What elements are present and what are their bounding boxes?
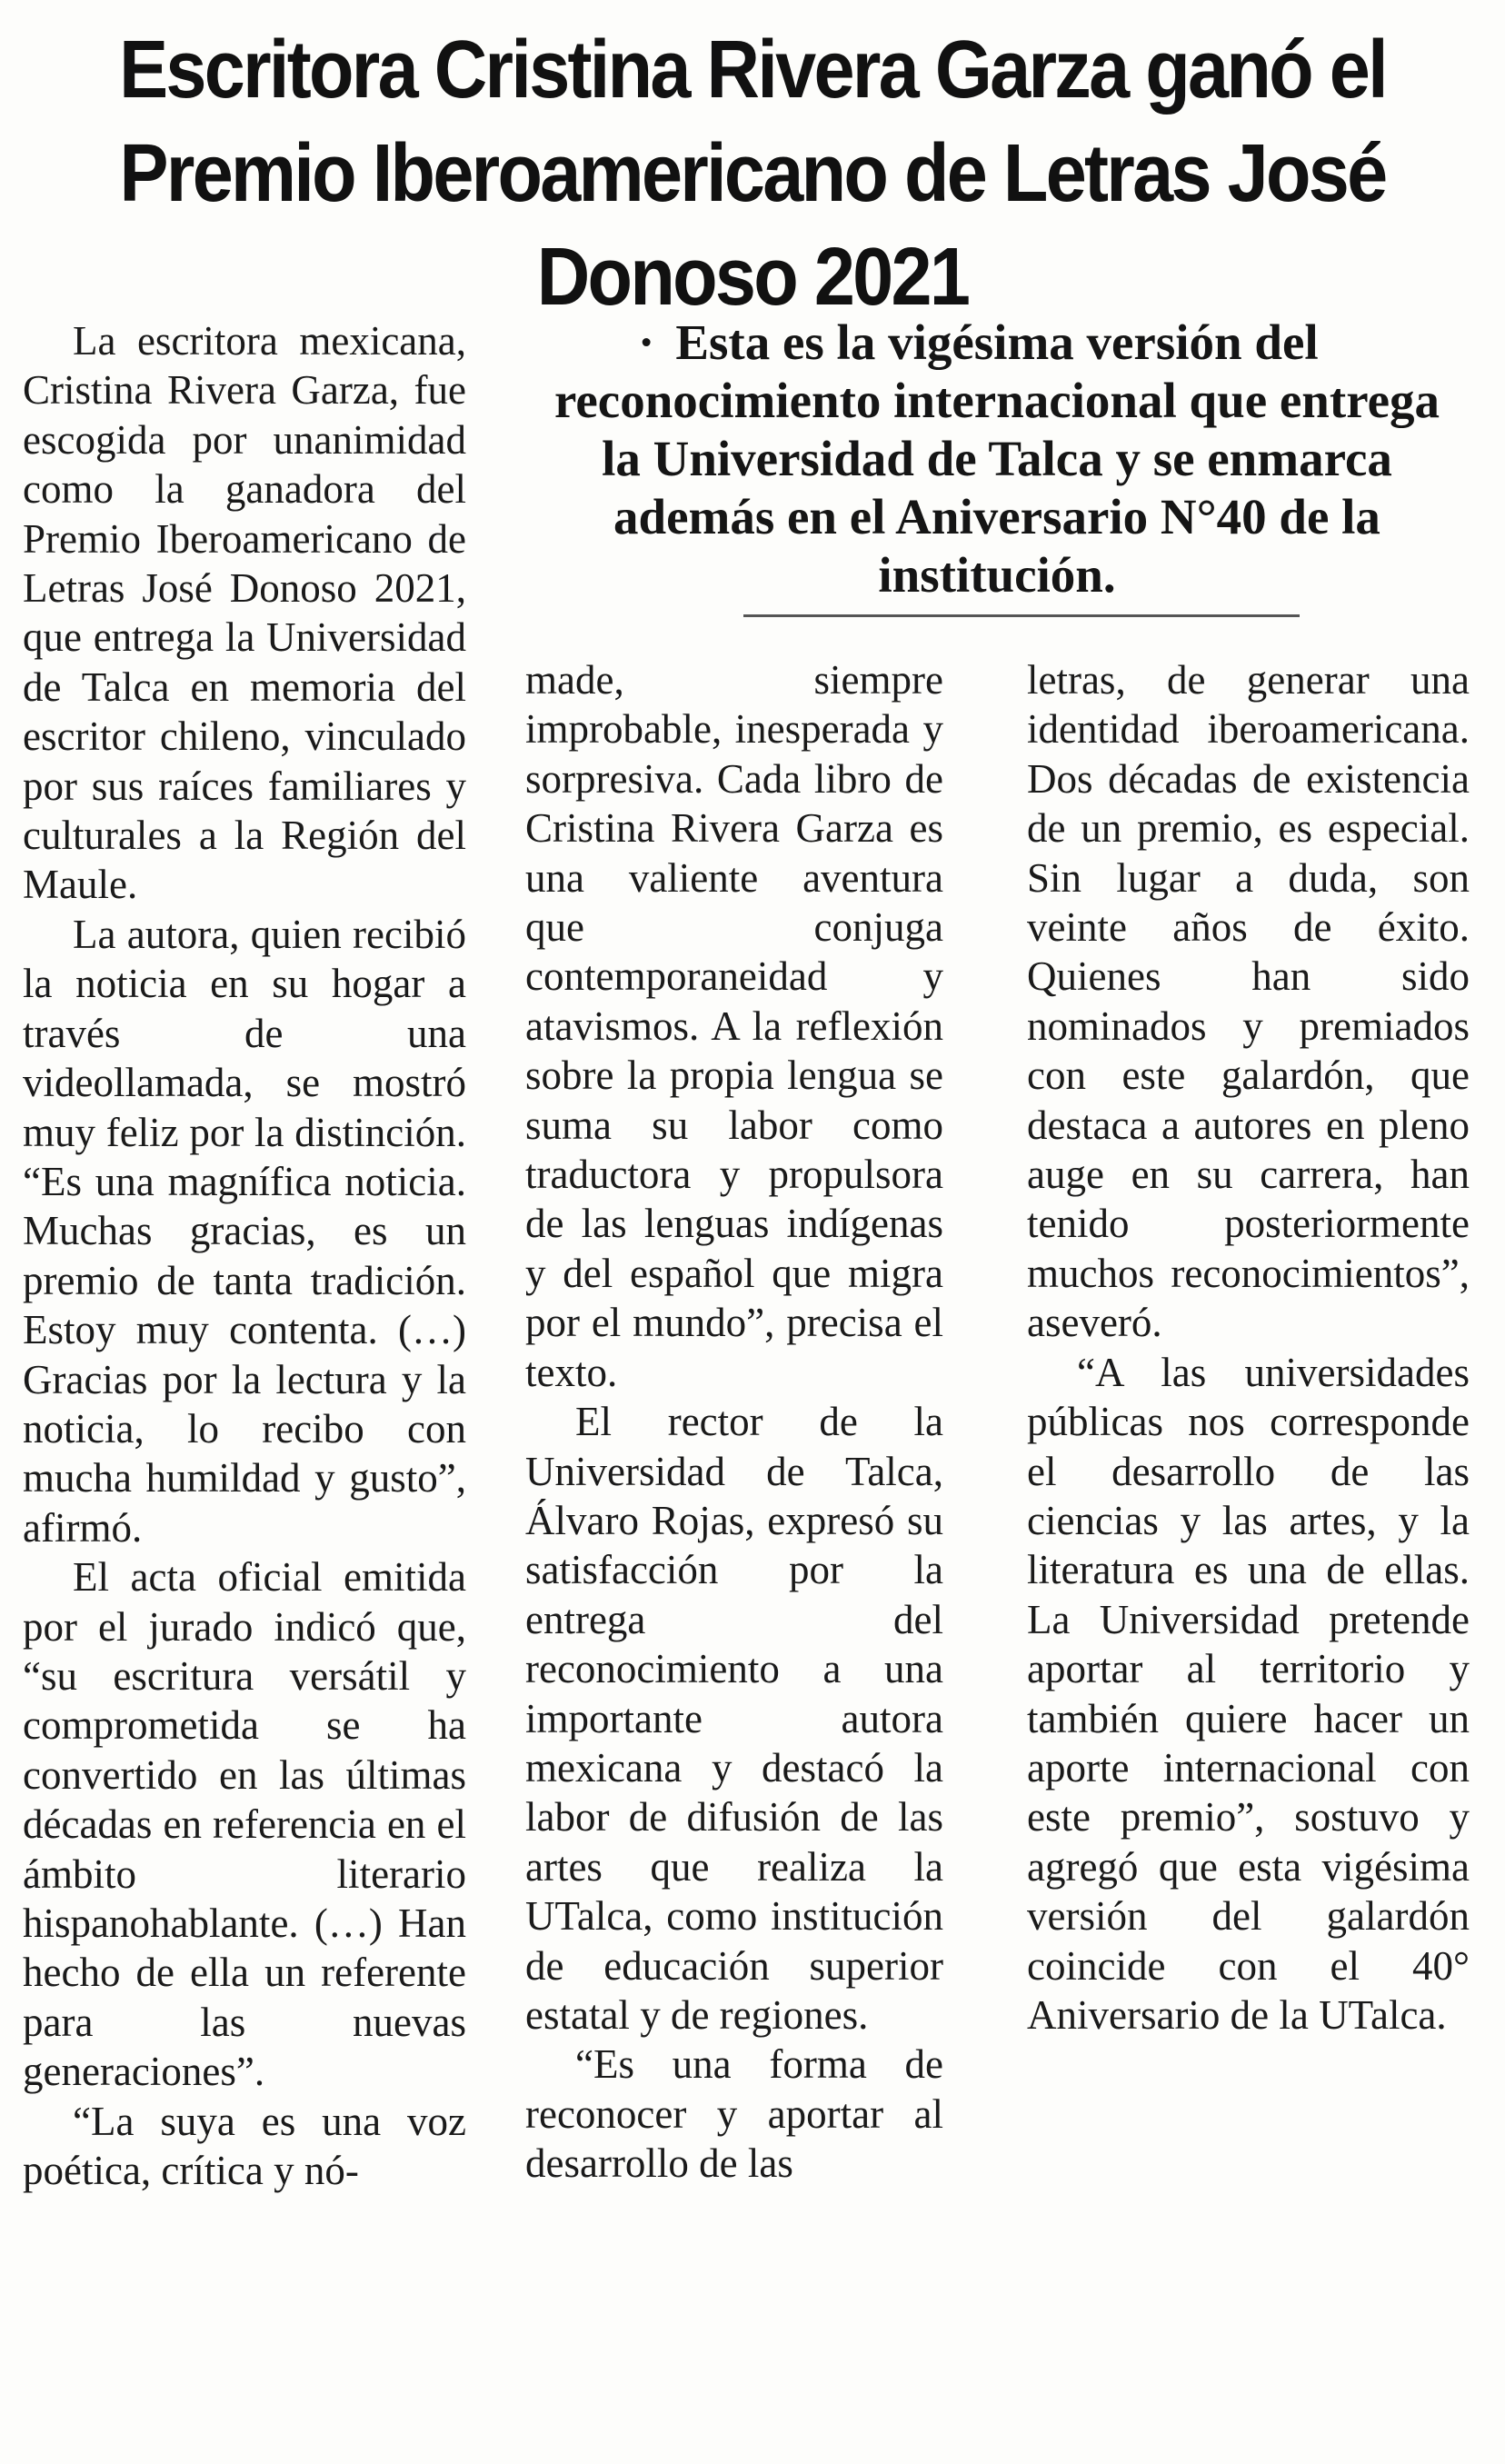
paragraph-2: La autora, quien recibió la noticia en su hogar a través de una videollamada, se mostró muy feliz por la distinción. “Es una magnífica noticia. Muchas gracias, es un premio de tanta tradición. Estoy muy contenta. (…) Gracias por la lectura y la noticia, lo recibo con mucha humildad y gusto”, afirmó. [23,911,466,1551]
paragraph-4-end: made, siempre improbable, inesperada y sorpresiva. Cada libro de Cristina Rivera Garza es una valiente aventura que conjuga contemporaneidad y atavismos. A la reflexión sobre la propia lengua se suma su labor como traductora y propulsora de las lenguas indígenas y del español que migra por el mundo”, precisa el texto. [525,657,943,1395]
column-3 [1027,655,1470,2040]
headline: Escritora Cristina Rivera Garza ganó el Premio Iberoamericano de Letras José Donoso 2021 [119,25,1386,323]
paragraph-3: El acta oficial emitida por el jurado indicó que, “su escritura versátil y comprometida se ha convertido en las últimas décadas en referencia en el ámbito literario hispanohablante. (…) Han hecho de ella un referente para las nuevas generaciones”. [23,1554,466,2095]
column-1 [23,316,466,2195]
paragraph-5: El rector de la Universidad de Talca, Álvaro Rojas, expresó su satisfacción por la entrega del reconocimiento a una importante autora mexicana y destacó la labor de difusión de las artes que realiza la UTalca, como institución de educación superior estatal y de regiones. [525,1399,943,2038]
paragraph-6-end: letras, de generar una identidad iberoamericana. Dos décadas de existencia de un premio, es especial. Sin lugar a duda, son veinte años de éxito. Quienes han sido nominados y premiados con este galardón, que destaca a autores en pleno auge en su carrera, han tenido posteriormente muchos reconocimientos”, aseveró. [1027,657,1470,1346]
deck-text: Esta es la vigésima versión del reconocimiento internacional que entrega la Universidad de Talca y se enmarca además en el Aniversario N°40 de la institución. [553,314,1440,603]
deck-bullet: · [638,314,655,370]
deck-summary [538,314,1456,604]
deck-divider [743,614,1300,617]
paragraph-1: La escritora mexicana, Cristina Rivera Garza, fue escogida por unanimidad como la ganadora del Premio Iberoamericano de Letras José Donoso 2021, que entrega la Universidad de Talca en memoria del escritor chileno, vinculado por sus raíces familiares y culturales a la Región del Maule. [23,318,466,908]
paragraph-7: “A las universidades públicas nos corresponde el desarrollo de las ciencias y las artes, y la literatura es una de ellas. La Universidad pretende aportar al territorio y también quiere hacer un aporte internacional con este premio”, sostuvo y agregó que esta vigésima versión del galardón coincide con el 40° Aniversario de la UTalca. [1027,1349,1470,2038]
paragraph-4-start: “La suya es una voz poética, crítica y nó- [23,2098,466,2194]
column-2 [525,655,943,2189]
paragraph-6-start: “Es una forma de reconocer y aportar al desarrollo de las [525,2041,943,2187]
